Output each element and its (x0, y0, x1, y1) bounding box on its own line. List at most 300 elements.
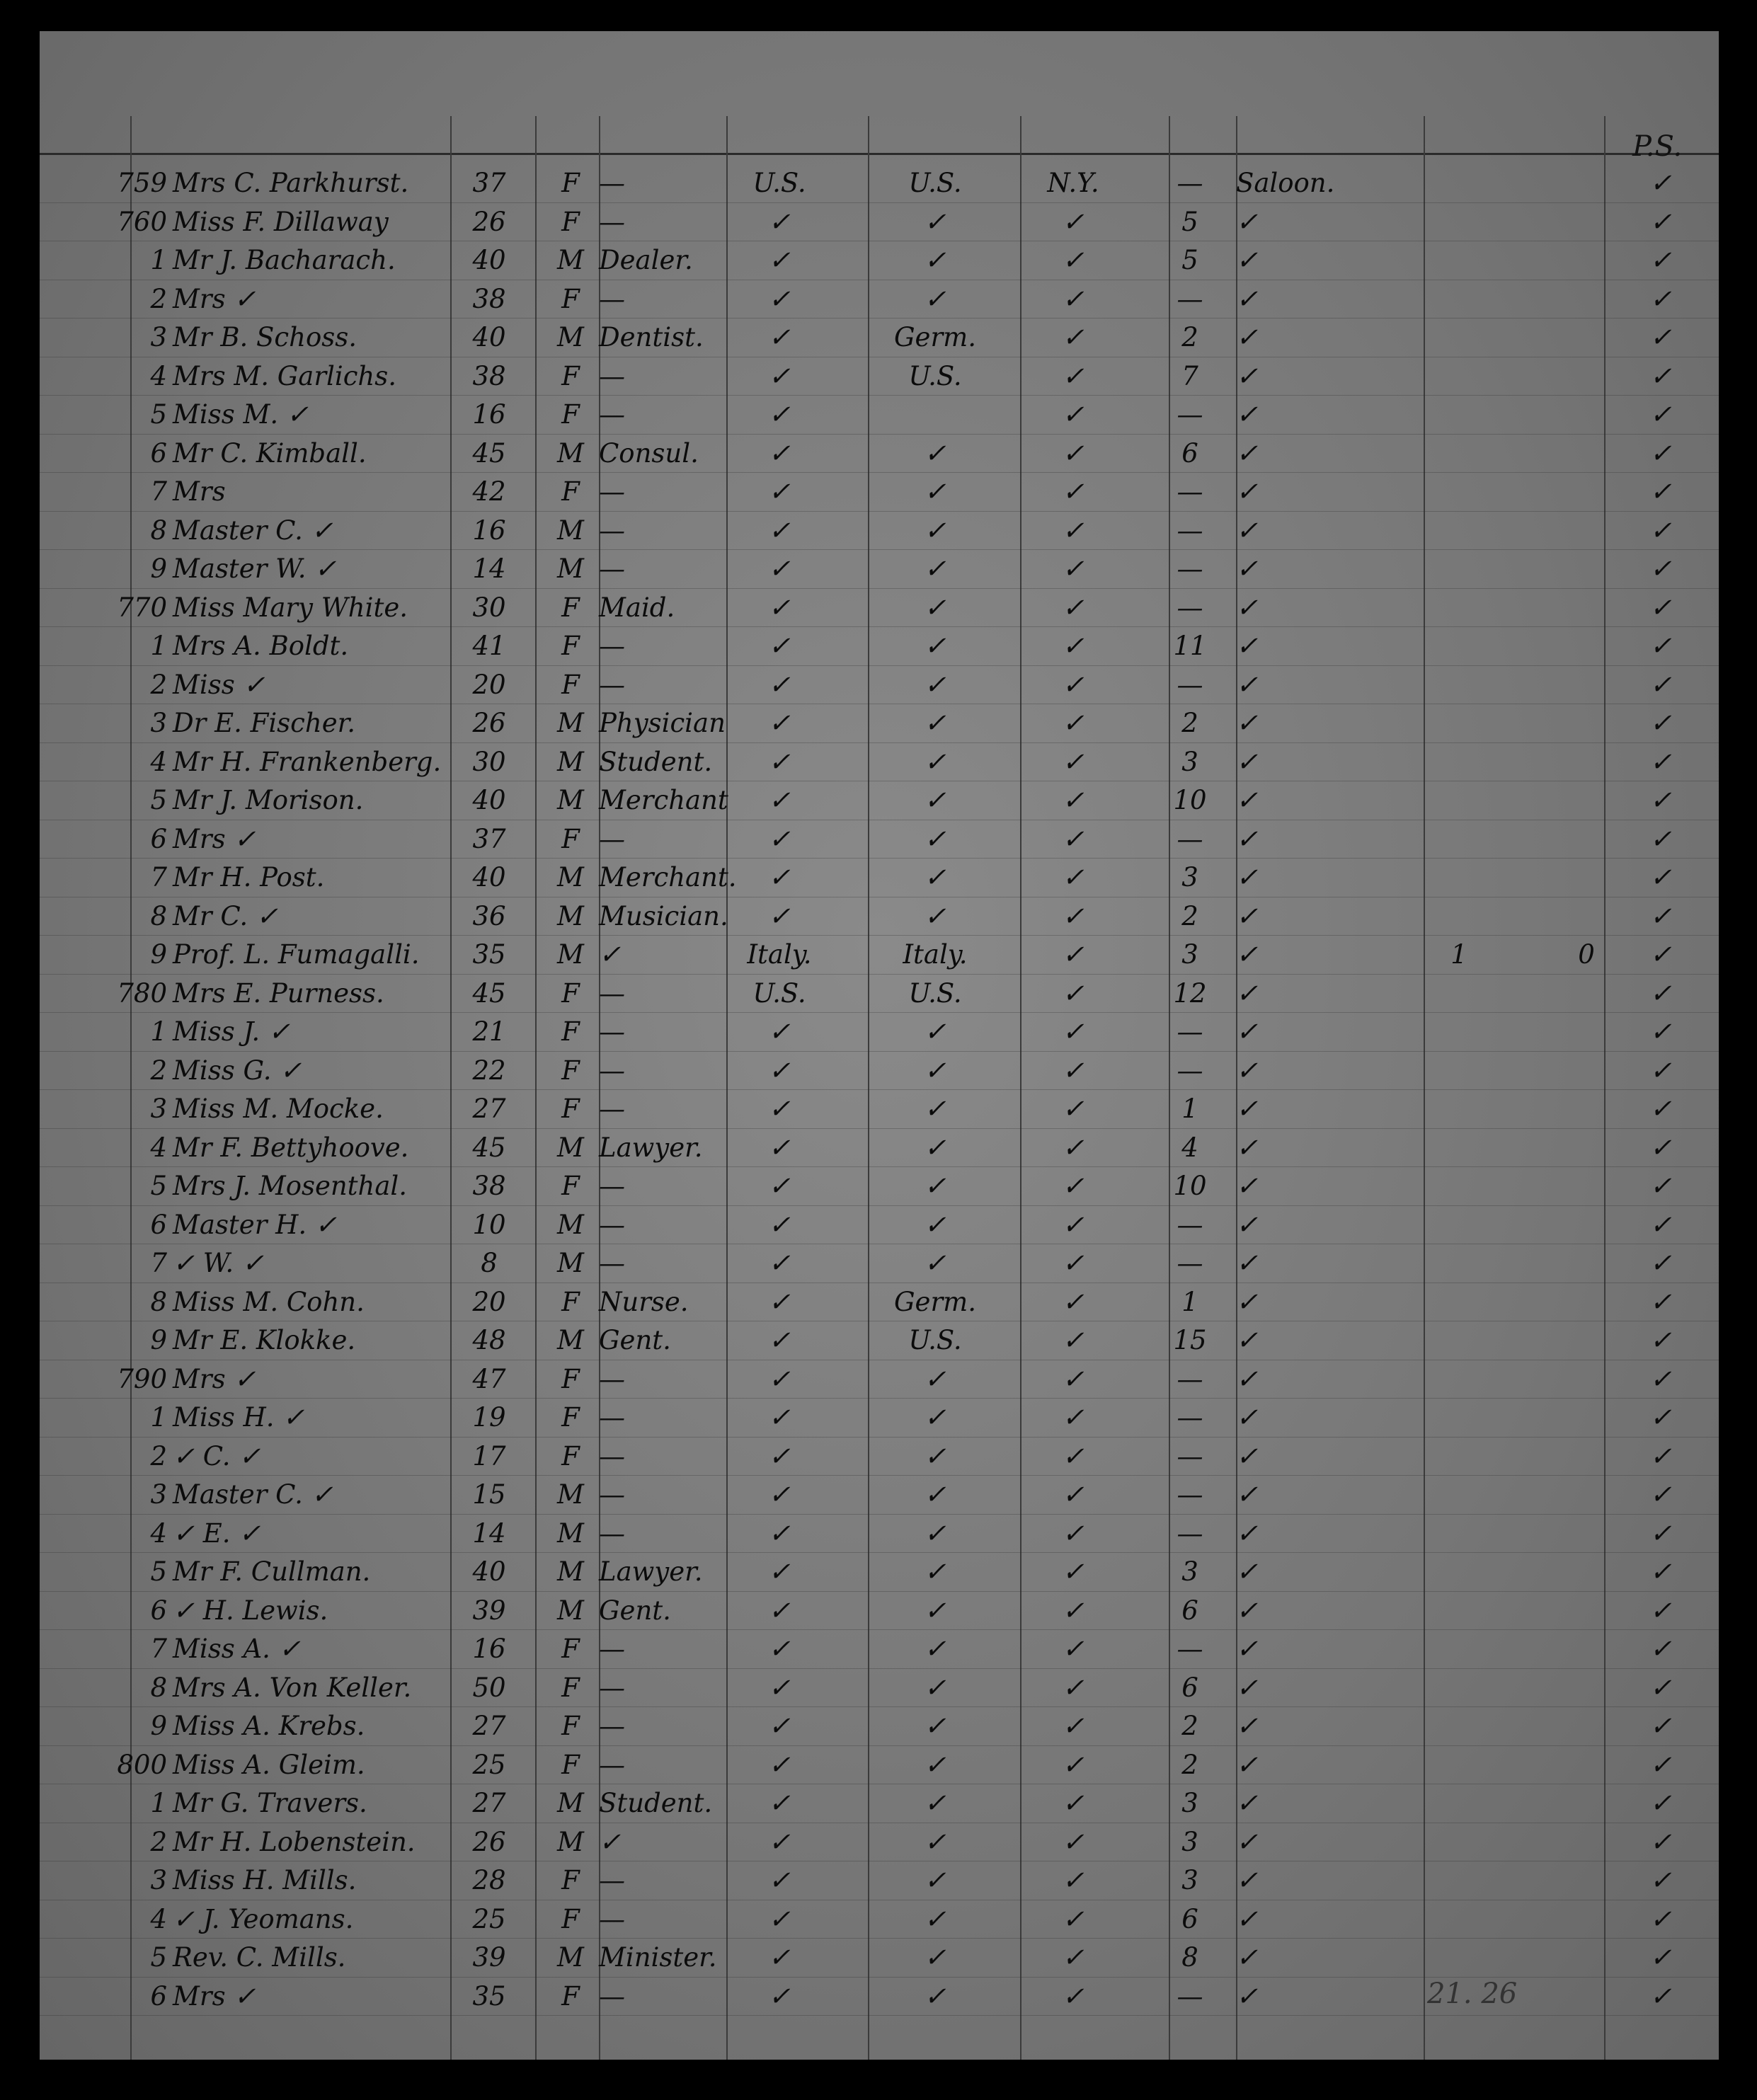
residence-cell: ✓ (1062, 1788, 1084, 1818)
passenger-name-cell: Miss M. Mocke. (173, 1094, 384, 1124)
occupation-cell: Student. (599, 1788, 713, 1818)
age-cell: 19 (472, 1402, 506, 1433)
list-number-cell: 760 (117, 206, 167, 237)
passenger-name-cell: Mrs J. Mosenthal. (173, 1171, 408, 1201)
citizenship-cell: ✓ (768, 515, 791, 546)
table-row (40, 1167, 1719, 1206)
extra-1-cell (1420, 781, 1498, 820)
nationality-cell: ✓ (924, 1980, 946, 2012)
extra-1-cell (1420, 1476, 1498, 1515)
location-cell: ✓ (1236, 939, 1259, 970)
passenger-name-cell: ✓ E. ✓ (173, 1517, 261, 1549)
list-number-cell: 759 (117, 168, 167, 198)
sex-cell: F (561, 1634, 580, 1664)
ps-mark-cell: ✓ (1649, 168, 1672, 198)
extra-1-cell (1420, 1283, 1498, 1322)
age-cell: 38 (472, 1171, 506, 1201)
extra-1-cell (1420, 203, 1498, 242)
citizenship-cell: ✓ (768, 360, 791, 391)
ps-mark-cell: ✓ (1649, 1903, 1672, 1934)
citizenship-cell: ✓ (768, 1672, 791, 1703)
location-cell: ✓ (1236, 1903, 1259, 1934)
ps-mark-cell: ✓ (1649, 360, 1672, 391)
residence-cell: ✓ (1062, 1556, 1084, 1587)
extra-2-cell (1555, 1283, 1618, 1322)
age-cell: 25 (472, 1749, 506, 1780)
residence-cell: ✓ (1062, 1363, 1084, 1394)
list-number-cell: 2 (150, 283, 167, 314)
passenger-name-cell: Master C. ✓ (173, 515, 333, 546)
sex-cell: F (561, 631, 580, 661)
sex-cell: M (557, 1517, 584, 1549)
table-row (40, 1707, 1719, 1746)
table-row (40, 936, 1719, 975)
residence-cell: ✓ (1062, 399, 1084, 430)
residence-cell: ✓ (1062, 1980, 1084, 2012)
ps-mark-cell: ✓ (1649, 862, 1672, 893)
citizenship-cell: ✓ (768, 1556, 791, 1587)
age-cell: 20 (472, 669, 506, 700)
location-cell: ✓ (1236, 1209, 1259, 1240)
table-row (40, 1283, 1719, 1322)
sex-cell: F (561, 476, 580, 507)
passenger-name-cell: Miss F. Dillaway (173, 206, 389, 237)
occupation-cell: — (599, 1517, 625, 1549)
residence-cell: ✓ (1062, 669, 1084, 700)
table-row (40, 1476, 1719, 1515)
extra-2-cell (1555, 473, 1618, 512)
table-row (40, 396, 1719, 435)
age-cell: 16 (472, 399, 506, 430)
nationality-cell: ✓ (924, 862, 946, 893)
extra-1-cell (1420, 1553, 1498, 1592)
citizenship-cell: ✓ (768, 322, 791, 352)
age-cell: 48 (472, 1325, 506, 1355)
sex-cell: F (561, 360, 580, 391)
location-cell: ✓ (1236, 1826, 1259, 1857)
occupation-cell: — (599, 631, 625, 661)
location-cell: ✓ (1236, 1479, 1259, 1510)
residence-cell: ✓ (1062, 1016, 1084, 1047)
table-row (40, 820, 1719, 859)
pieces-cell: — (1177, 515, 1203, 546)
nationality-cell: ✓ (924, 1749, 946, 1780)
table-row (40, 1129, 1719, 1168)
nationality-cell: ✓ (924, 1094, 946, 1124)
extra-1-cell: 1 (1450, 939, 1467, 970)
citizenship-cell: ✓ (768, 1171, 791, 1201)
pieces-cell: 3 (1181, 939, 1198, 970)
nationality-cell: U.S. (908, 977, 962, 1009)
sex-cell: F (561, 206, 580, 237)
occupation-cell: Student. (599, 746, 713, 777)
sex-cell: F (561, 1749, 580, 1780)
sex-cell: M (557, 1209, 584, 1240)
extra-2-cell (1555, 1939, 1618, 1978)
sex-cell: M (557, 939, 584, 970)
ledger-sheet (40, 31, 1719, 2060)
ps-mark-cell: ✓ (1649, 206, 1672, 237)
extra-2-cell (1555, 1167, 1618, 1206)
list-number-cell: 5 (150, 399, 167, 430)
residence-cell: ✓ (1062, 1595, 1084, 1626)
location-cell: ✓ (1236, 1556, 1259, 1587)
pieces-cell: 2 (1181, 322, 1198, 352)
citizenship-cell: ✓ (768, 1286, 791, 1317)
passenger-name-cell: Mr G. Travers. (173, 1788, 367, 1818)
age-cell: 30 (472, 592, 506, 623)
table-row (40, 1013, 1719, 1052)
citizenship-cell: ✓ (768, 1942, 791, 1973)
residence-cell: ✓ (1062, 708, 1084, 738)
location-cell: ✓ (1236, 476, 1259, 507)
occupation-cell: — (599, 1209, 625, 1240)
extra-1-cell (1420, 859, 1498, 897)
residence-cell: ✓ (1062, 1711, 1084, 1741)
occupation-cell: Dentist. (599, 322, 704, 352)
occupation-cell: ✓ (599, 939, 622, 970)
location-cell: ✓ (1236, 206, 1259, 237)
occupation-cell: Gent. (599, 1325, 671, 1355)
header-rule (40, 153, 1719, 155)
sex-cell: M (557, 1325, 584, 1355)
age-cell: 16 (472, 1634, 506, 1664)
sex-cell: F (561, 1440, 580, 1471)
passenger-name-cell: ✓ J. Yeomans. (173, 1903, 354, 1934)
table-row (40, 859, 1719, 897)
table-row (40, 1861, 1719, 1900)
location-cell: ✓ (1236, 1363, 1259, 1394)
ps-mark-cell: ✓ (1649, 1556, 1672, 1587)
extra-1-cell (1420, 396, 1498, 435)
list-number-cell: 9 (150, 1711, 167, 1741)
passenger-name-cell: ✓ W. ✓ (173, 1248, 264, 1278)
ps-mark-cell: ✓ (1649, 283, 1672, 314)
location-cell: ✓ (1236, 1016, 1259, 1047)
residence-cell: ✓ (1062, 245, 1084, 275)
age-cell: 40 (472, 785, 506, 815)
ps-mark-cell: ✓ (1649, 631, 1672, 661)
location-cell: ✓ (1236, 708, 1259, 738)
nationality-cell: ✓ (924, 708, 946, 738)
pieces-cell: 2 (1181, 1711, 1198, 1741)
residence-cell: ✓ (1062, 437, 1084, 469)
sex-cell: F (561, 1672, 580, 1703)
pieces-cell: 5 (1181, 245, 1198, 275)
extra-2-cell (1555, 435, 1618, 474)
extra-1-cell (1420, 1515, 1498, 1554)
extra-2-cell (1555, 1052, 1618, 1091)
ps-mark-cell: ✓ (1649, 1440, 1672, 1471)
nationality-cell: ✓ (924, 746, 946, 777)
passenger-name-cell: Mrs ✓ (173, 1363, 256, 1394)
pieces-cell: 12 (1173, 977, 1207, 1009)
table-row (40, 1823, 1719, 1862)
extra-2-cell (1555, 1244, 1618, 1283)
passenger-name-cell: Mrs ✓ (173, 283, 256, 314)
residence-cell: ✓ (1062, 1286, 1084, 1317)
list-number-cell: 1 (150, 631, 167, 661)
location-cell: ✓ (1236, 1595, 1259, 1626)
citizenship-cell: ✓ (768, 1325, 791, 1355)
list-number-cell: 5 (150, 1556, 167, 1587)
pieces-cell: — (1177, 1055, 1203, 1086)
list-number-cell: 6 (150, 1209, 167, 1240)
table-row (40, 1438, 1719, 1476)
passenger-name-cell: Miss A. Gleim. (173, 1749, 365, 1780)
age-cell: 50 (472, 1672, 506, 1703)
pieces-cell: 6 (1181, 1672, 1198, 1703)
occupation-cell: Lawyer. (599, 1556, 703, 1587)
ps-mark-cell: ✓ (1649, 1865, 1672, 1895)
extra-1-cell (1420, 1669, 1498, 1708)
sex-cell: F (561, 1363, 580, 1394)
list-number-cell: 1 (150, 1788, 167, 1818)
age-cell: 47 (472, 1363, 506, 1394)
citizenship-cell: ✓ (768, 708, 791, 738)
pieces-cell: — (1177, 168, 1203, 198)
location-cell: ✓ (1236, 1132, 1259, 1163)
pieces-cell: 2 (1181, 900, 1198, 931)
nationality-cell: ✓ (924, 1711, 946, 1741)
ps-mark-cell: ✓ (1649, 746, 1672, 777)
pieces-cell: — (1177, 1248, 1203, 1278)
location-cell: ✓ (1236, 900, 1259, 931)
list-number-cell: 6 (150, 1595, 167, 1626)
location-cell: ✓ (1236, 360, 1259, 391)
passenger-name-cell: Mrs ✓ (173, 1980, 256, 2012)
pieces-cell: — (1177, 669, 1203, 700)
list-number-cell: 8 (150, 1672, 167, 1703)
citizenship-cell: ✓ (768, 1980, 791, 2012)
extra-2-cell (1555, 357, 1618, 396)
location-cell: ✓ (1236, 437, 1259, 469)
residence-cell: ✓ (1062, 862, 1084, 893)
pieces-cell: 3 (1181, 1865, 1198, 1895)
ps-mark-cell: ✓ (1649, 1672, 1672, 1703)
residence-cell: ✓ (1062, 823, 1084, 854)
ps-mark-cell: ✓ (1649, 553, 1672, 584)
pieces-cell: 8 (1181, 1942, 1198, 1973)
citizenship-cell: ✓ (768, 245, 791, 275)
occupation-cell: — (599, 1903, 625, 1934)
citizenship-cell: ✓ (768, 1402, 791, 1433)
extra-1-cell (1420, 1206, 1498, 1245)
ps-mark-cell: ✓ (1649, 437, 1672, 469)
list-number-cell: 3 (150, 1094, 167, 1124)
list-number-cell: 6 (150, 1980, 167, 2012)
table-row (40, 241, 1719, 280)
sex-cell: F (561, 168, 580, 198)
nationality-cell: ✓ (924, 823, 946, 854)
pieces-cell: — (1177, 1479, 1203, 1510)
age-cell: 45 (472, 977, 506, 1009)
extra-1-cell (1420, 1244, 1498, 1283)
citizenship-cell: ✓ (768, 399, 791, 430)
occupation-cell: Maid. (599, 592, 675, 623)
passenger-name-cell: Mr F. Cullman. (173, 1556, 371, 1587)
occupation-cell: — (599, 553, 625, 584)
extra-1-cell (1420, 897, 1498, 936)
occupation-cell: — (599, 1980, 625, 2012)
citizenship-cell: ✓ (768, 437, 791, 469)
residence-cell: ✓ (1062, 553, 1084, 584)
ps-mark-cell: ✓ (1649, 1171, 1672, 1201)
pieces-cell: — (1177, 1209, 1203, 1240)
ps-mark-cell: ✓ (1649, 322, 1672, 352)
extra-2-cell: 0 (1578, 939, 1595, 970)
location-cell: ✓ (1236, 977, 1259, 1009)
sex-cell: M (557, 322, 584, 352)
residence-cell: ✓ (1062, 515, 1084, 546)
list-number-cell: 2 (150, 1440, 167, 1471)
table-row (40, 473, 1719, 512)
nationality-cell: ✓ (924, 900, 946, 931)
ps-mark-cell: ✓ (1649, 592, 1672, 623)
location-cell: ✓ (1236, 1248, 1259, 1278)
age-cell: 15 (472, 1479, 506, 1510)
ps-mark-cell: ✓ (1649, 1595, 1672, 1626)
extra-2-cell (1555, 1707, 1618, 1746)
age-cell: 45 (472, 437, 506, 469)
occupation-cell: — (599, 206, 625, 237)
age-cell: 45 (472, 1132, 506, 1163)
passenger-name-cell: Rev. C. Mills. (173, 1942, 346, 1973)
table-row (40, 704, 1719, 743)
table-row (40, 1399, 1719, 1438)
pieces-cell: 15 (1173, 1325, 1207, 1355)
age-cell: 37 (472, 823, 506, 854)
sex-cell: F (561, 1903, 580, 1934)
residence-cell: ✓ (1062, 1325, 1084, 1355)
citizenship-cell: ✓ (768, 1248, 791, 1278)
citizenship-cell: ✓ (768, 900, 791, 931)
pieces-cell: 4 (1181, 1132, 1198, 1163)
extra-2-cell (1555, 589, 1618, 628)
occupation-cell: — (599, 1440, 625, 1471)
sex-cell: F (561, 399, 580, 430)
nationality-cell: ✓ (924, 437, 946, 469)
nationality-cell: ✓ (924, 669, 946, 700)
passenger-name-cell: Dr E. Fischer. (173, 708, 355, 738)
citizenship-cell: ✓ (768, 1363, 791, 1394)
citizenship-cell: ✓ (768, 823, 791, 854)
passenger-name-cell: Mrs (173, 476, 226, 507)
ps-mark-cell: ✓ (1649, 1094, 1672, 1124)
list-number-cell: 790 (117, 1363, 167, 1394)
ps-mark-cell: ✓ (1649, 1517, 1672, 1549)
location-cell: ✓ (1236, 1440, 1259, 1471)
citizenship-cell: ✓ (768, 1711, 791, 1741)
nationality-cell: ✓ (924, 1865, 946, 1895)
table-row (40, 1052, 1719, 1091)
residence-cell: ✓ (1062, 1634, 1084, 1664)
extra-1-cell (1420, 1360, 1498, 1399)
extra-1-cell (1420, 512, 1498, 551)
pieces-cell: 6 (1181, 437, 1198, 469)
citizenship-cell: ✓ (768, 1595, 791, 1626)
nationality-cell: ✓ (924, 592, 946, 623)
sex-cell: M (557, 515, 584, 546)
nationality-cell: ✓ (924, 1209, 946, 1240)
pieces-cell: 2 (1181, 708, 1198, 738)
citizenship-cell: ✓ (768, 1132, 791, 1163)
passenger-name-cell: Prof. L. Fumagalli. (173, 939, 420, 970)
residence-cell: ✓ (1062, 1440, 1084, 1471)
ps-mark-cell: ✓ (1649, 1132, 1672, 1163)
citizenship-cell: ✓ (768, 283, 791, 314)
occupation-cell: — (599, 1479, 625, 1510)
pieces-cell: — (1177, 1980, 1203, 2012)
nationality-cell: ✓ (924, 1016, 946, 1047)
passenger-name-cell: Mr F. Bettyhoove. (173, 1132, 409, 1163)
list-number-cell: 4 (150, 746, 167, 777)
extra-1-cell (1420, 1823, 1498, 1862)
sex-cell: M (557, 1595, 584, 1626)
occupation-cell: — (599, 1171, 625, 1201)
extra-2-cell (1555, 1399, 1618, 1438)
passenger-name-cell: Miss A. ✓ (173, 1634, 301, 1664)
age-cell: 35 (472, 939, 506, 970)
list-number-cell: 3 (150, 708, 167, 738)
occupation-cell: — (599, 1402, 625, 1433)
extra-2-cell (1555, 203, 1618, 242)
table-row (40, 512, 1719, 551)
sex-cell: F (561, 1094, 580, 1124)
age-cell: 16 (472, 515, 506, 546)
nationality-cell: ✓ (924, 283, 946, 314)
passenger-name-cell: Mr C. Kimball. (173, 437, 367, 469)
nationality-cell: ✓ (924, 1517, 946, 1549)
occupation-cell: — (599, 1672, 625, 1703)
sex-cell: M (557, 1788, 584, 1818)
sex-cell: M (557, 1479, 584, 1510)
age-cell: 38 (472, 283, 506, 314)
citizenship-cell: ✓ (768, 1517, 791, 1549)
table-row (40, 666, 1719, 705)
extra-2-cell (1555, 781, 1618, 820)
extra-1-cell (1420, 627, 1498, 666)
ps-mark-cell: ✓ (1649, 669, 1672, 700)
table-row (40, 975, 1719, 1014)
nationality-cell: ✓ (924, 476, 946, 507)
age-cell: 28 (472, 1865, 506, 1895)
pieces-cell: 10 (1173, 1171, 1207, 1201)
table-row (40, 589, 1719, 628)
list-number-cell: 3 (150, 1865, 167, 1895)
residence-cell: ✓ (1062, 1094, 1084, 1124)
table-row (40, 357, 1719, 396)
nationality-cell: ✓ (924, 1672, 946, 1703)
ps-mark-cell: ✓ (1649, 1325, 1672, 1355)
ps-mark-cell: ✓ (1649, 1363, 1672, 1394)
extra-2-cell (1555, 1129, 1618, 1168)
occupation-cell: — (599, 1634, 625, 1664)
citizenship-cell: ✓ (768, 1903, 791, 1934)
table-row (40, 1630, 1719, 1669)
residence-cell: ✓ (1062, 1479, 1084, 1510)
sex-cell: F (561, 1016, 580, 1047)
extra-2-cell (1555, 1013, 1618, 1052)
nationality-cell: ✓ (924, 1826, 946, 1857)
sex-cell: M (557, 1942, 584, 1973)
sex-cell: M (557, 245, 584, 275)
table-row (40, 1206, 1719, 1245)
extra-1-cell (1420, 1861, 1498, 1900)
list-number-cell: 800 (117, 1749, 167, 1780)
passenger-name-cell: Miss Mary White. (173, 592, 408, 623)
pieces-cell: — (1177, 592, 1203, 623)
